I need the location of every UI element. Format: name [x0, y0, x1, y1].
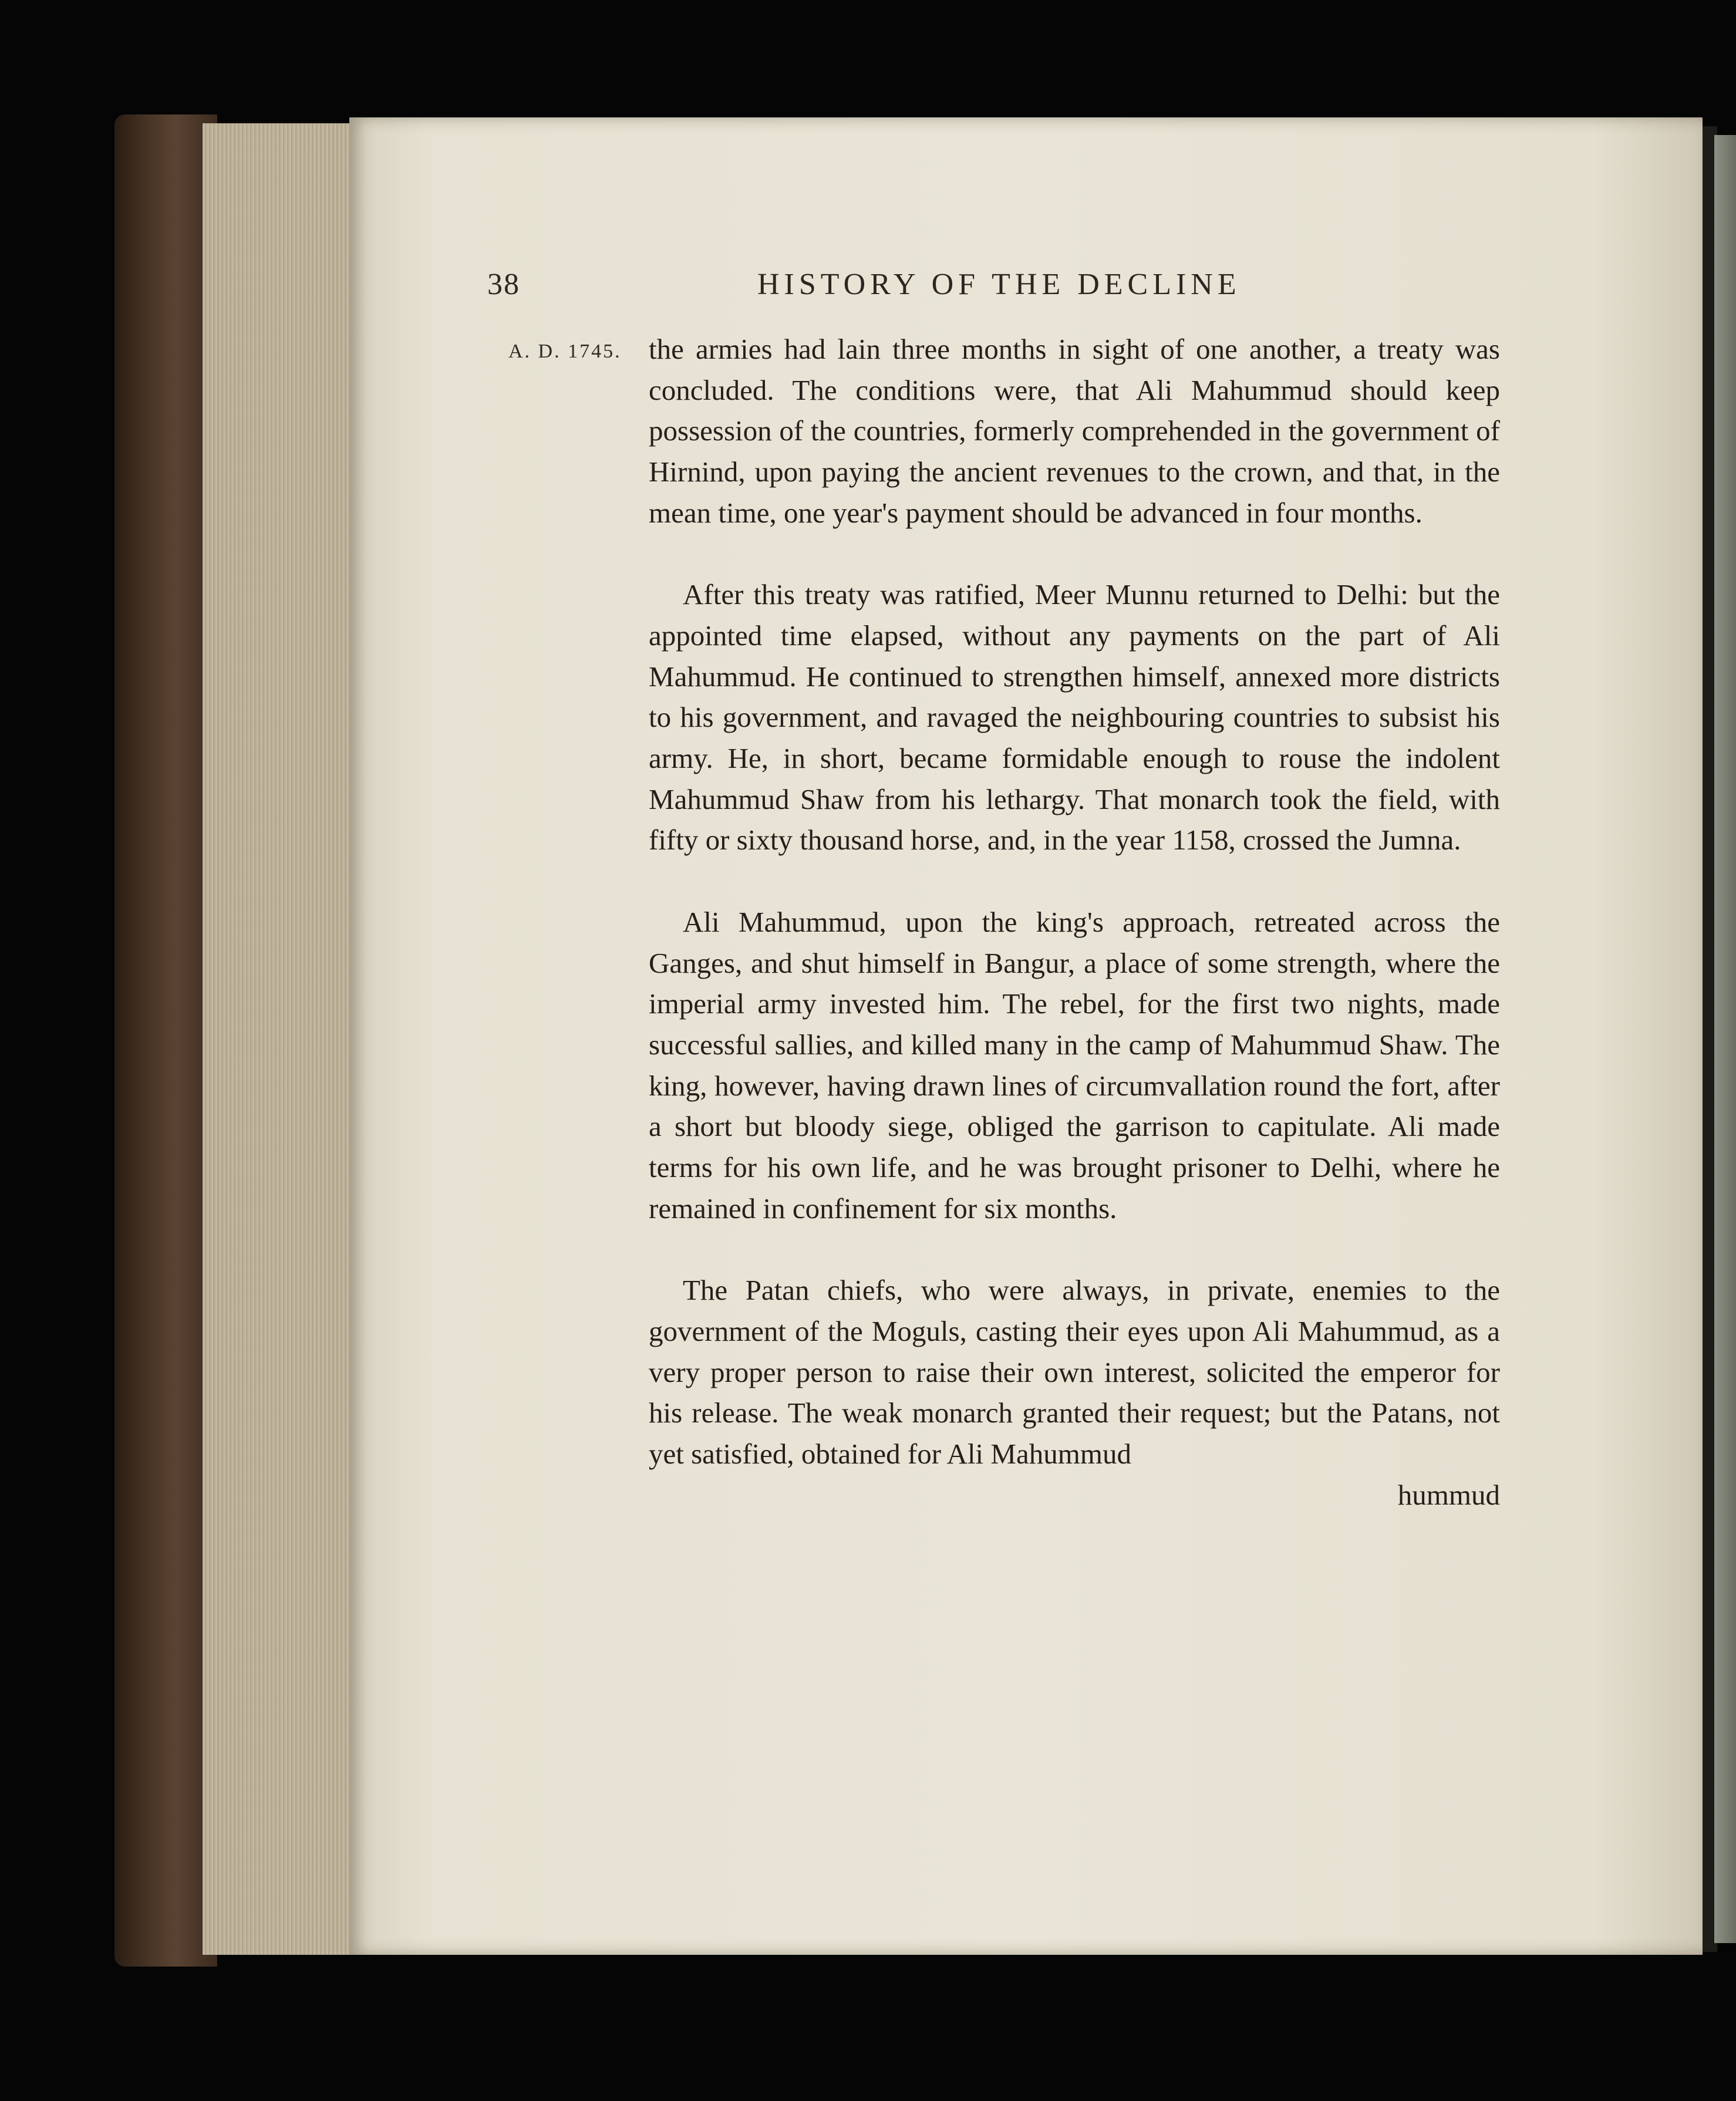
running-title: HISTORY OF THE DECLINE [757, 268, 1241, 301]
paragraph-4: The Patan chiefs, who were always, in private, enemies to the government of the Moguls, casting their eyes upon Ali Mahummud, as a very proper person to raise their own interest, solicited the emperor for his release. The weak monarch granted their request; but the Patans, not yet satisfied, obtained for Ali Mahummud [649, 1274, 1500, 1470]
book-cover [114, 114, 217, 1967]
body-text [649, 329, 1500, 1515]
facing-page-edge [1714, 135, 1736, 1943]
page-number: 38 [487, 268, 520, 301]
paragraph-1: the armies had lain three months in sight of one another, a treaty was concluded. The conditions were, that Ali Mahummud should keep possession of the countries, formerly comprehended in the government of Hirnind, upon paying the ancient revenues to the crown, and that, in the mean time, one year's payment should be advanced in four months. [649, 333, 1500, 529]
running-header [487, 267, 1391, 314]
page-edges [203, 123, 352, 1955]
margin-date-note: A. D. 1745. [508, 340, 622, 362]
paragraph-3: Ali Mahummud, upon the king's approach, retreated across the Ganges, and shut himself in Bangur, a place of some strength, where the imperial army invested him. The rebel, for the first two nights, made successful sallies, and killed many in the camp of Mahummud Shaw. The king, however, having drawn lines of circumvallation round the fort, after a short but bloody siege, obliged the garrison to capitulate. Ali made terms for his own life, and he was brought prisoner to Delhi, where he remained in confinement for six months. [649, 905, 1500, 1225]
paragraph-2: After this treaty was ratified, Meer Munnu returned to Delhi: but the appointed time elapsed, without any payments on the part of Ali Mahummud. He continued to strengthen himself, annexed more districts to his government, and ravaged the neighbouring countries to subsist his army. He, in short, became formidable enough to rouse the indolent Mahummud Shaw from his lethargy. That monarch took the field, with fifty or sixty thousand horse, and, in the year 1158, crossed the Jumna. [649, 578, 1500, 856]
catchword: hummud [1397, 1478, 1500, 1511]
